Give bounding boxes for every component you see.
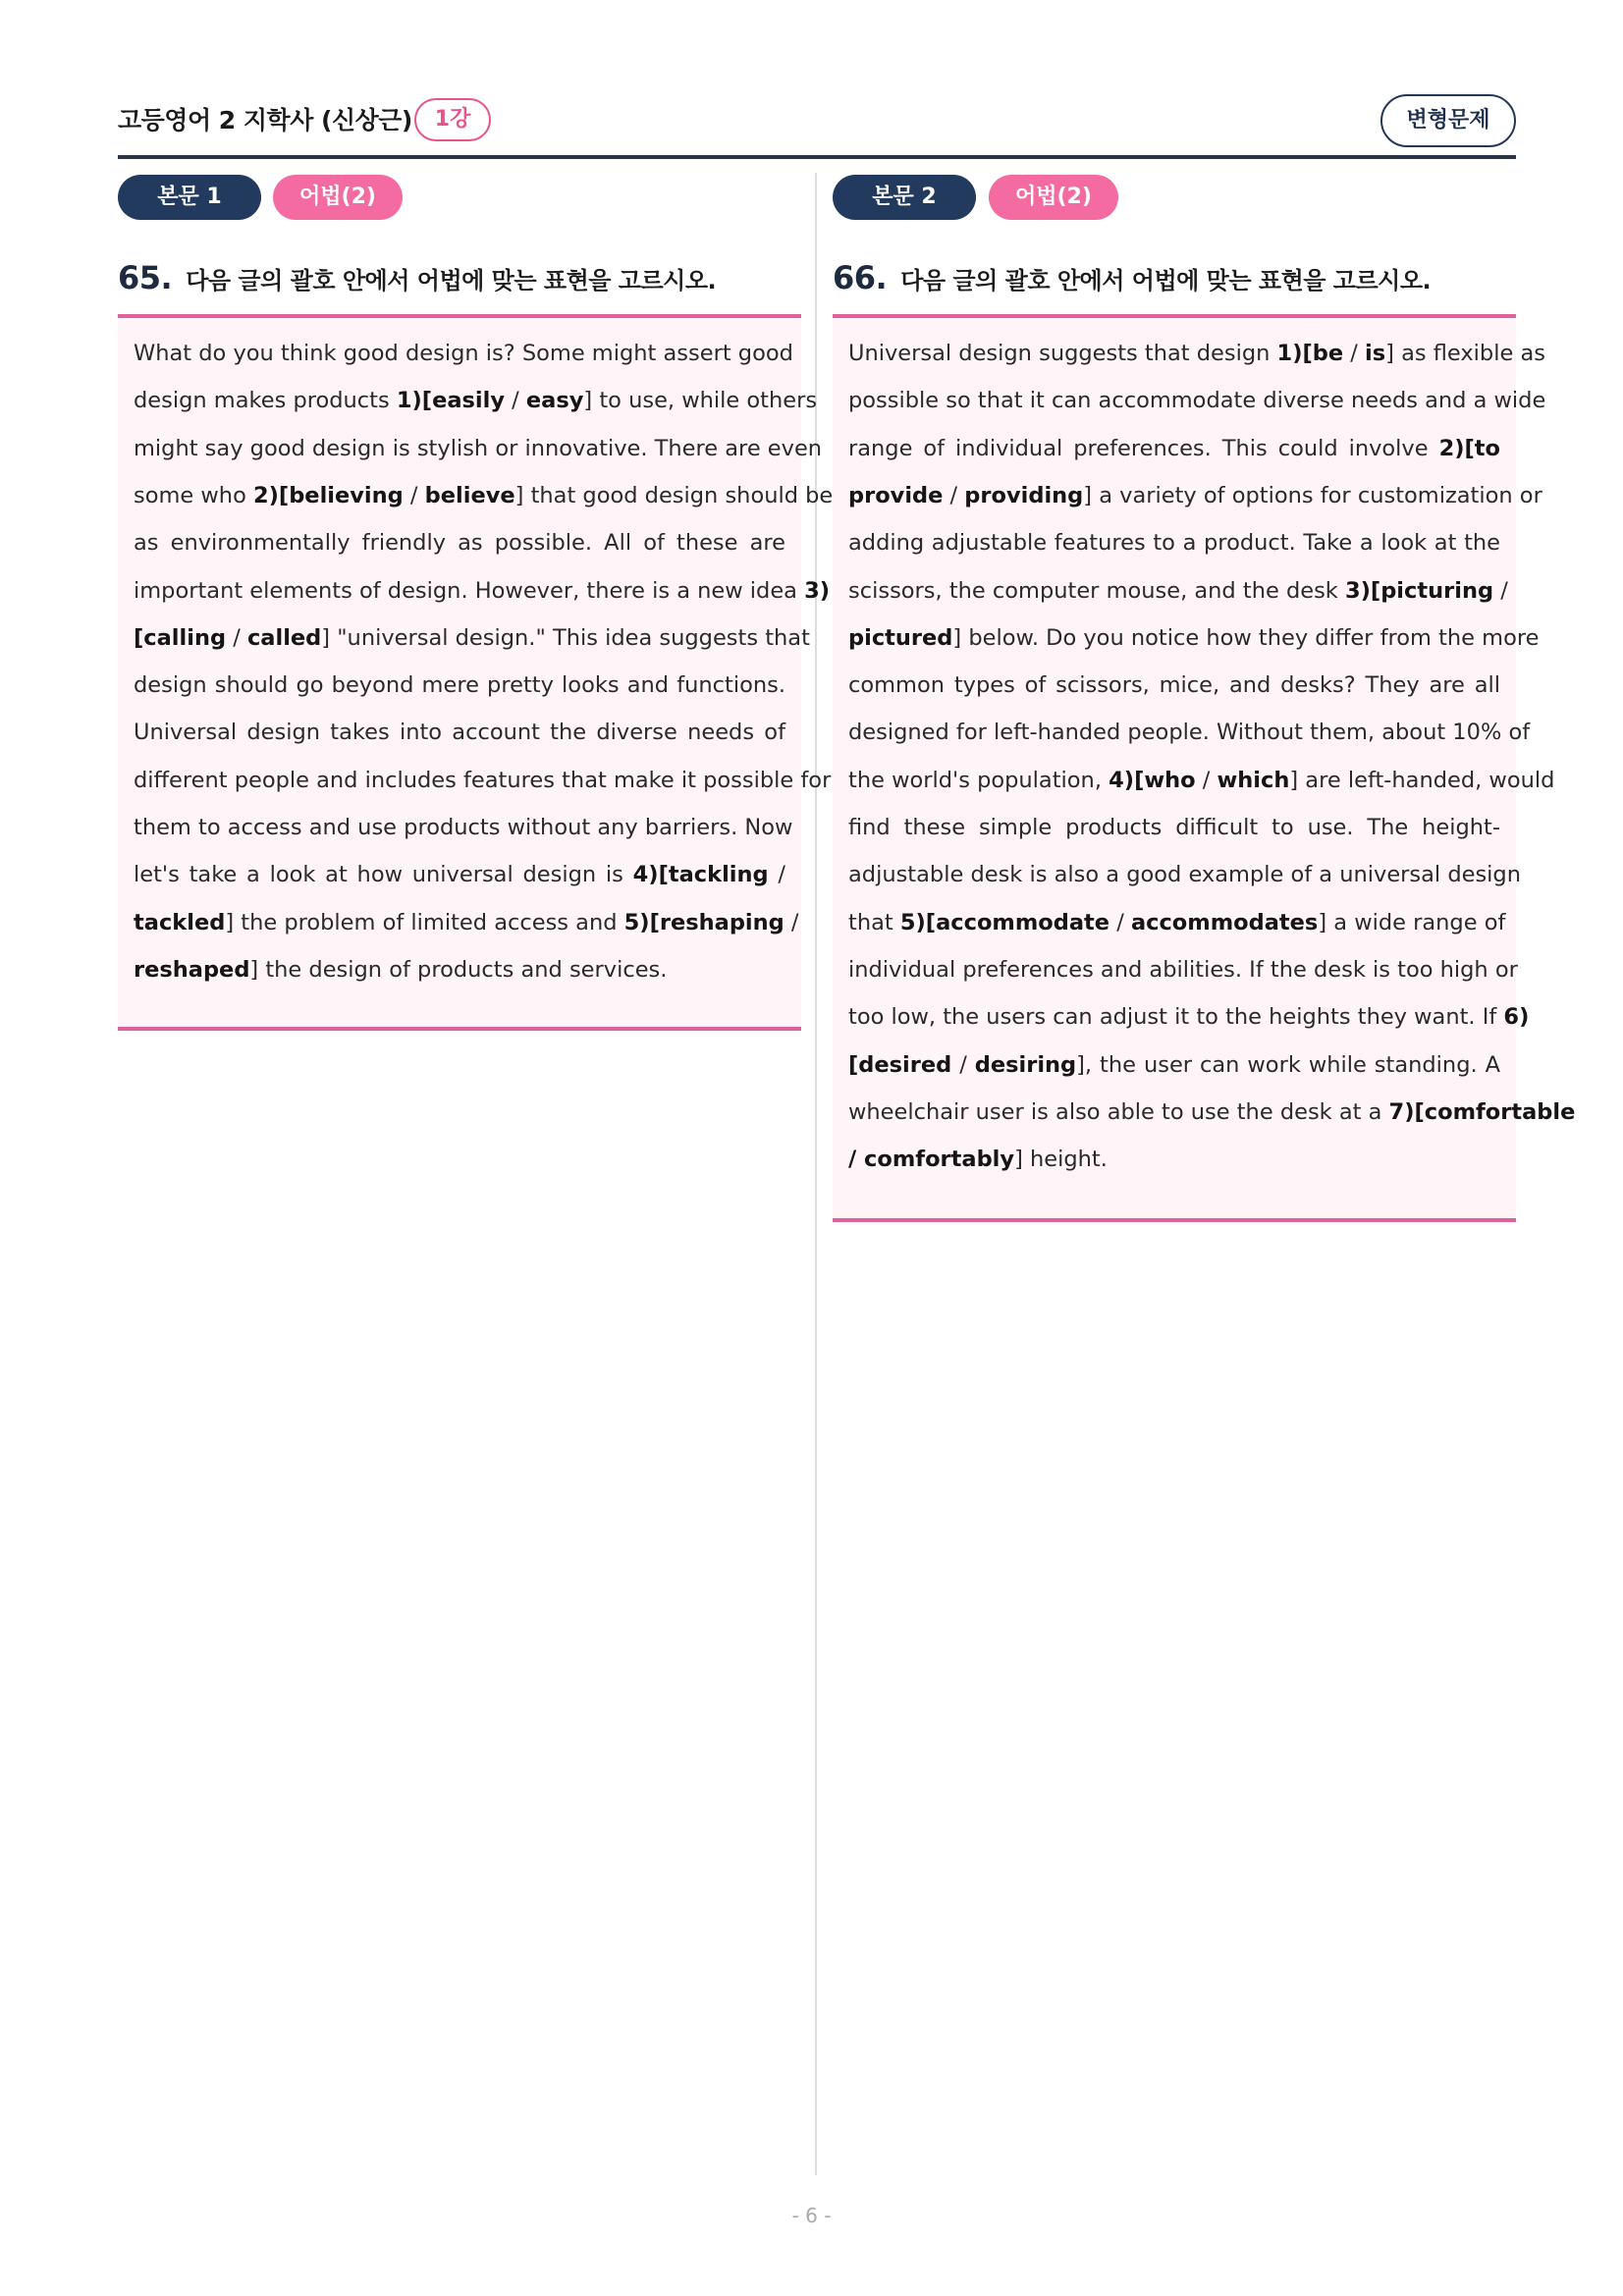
passage-line (848, 757, 1555, 804)
passage-text: / (505, 388, 526, 414)
answer-choice: 3)[picturing (1344, 577, 1494, 604)
passage-text: find these simple products difficult to use. The height- (848, 815, 1500, 840)
passage-text: wheelchair user is also able to use the desk at a (848, 1098, 1389, 1125)
passage-text: different people and includes features that make it possible for (134, 767, 832, 793)
passage-line (134, 377, 818, 424)
column-divider (815, 173, 817, 2175)
passage-text: possible so that it can accommodate diverse needs and a wide (848, 388, 1546, 414)
passage-box-65 (118, 314, 834, 1031)
passage-line (848, 1089, 1576, 1136)
passage-line (134, 567, 831, 614)
lesson-badge: 1강 (414, 98, 491, 141)
passage-text: designed for left-handed people. Without them, about 10% of (848, 720, 1531, 746)
passage-text: Universal design suggests that design (848, 341, 1277, 366)
passage-text: too low, the users can adjust it to the heights they want. If (848, 1004, 1504, 1031)
answer-choice: provide (848, 482, 944, 508)
question-number: 65. (118, 259, 173, 296)
answer-choice: accommodates (1130, 909, 1319, 935)
passage-text: might say good design is stylish or innovative. There are even (134, 435, 823, 461)
passage-line (848, 804, 1500, 851)
passage-text: ] the design of products and services. (249, 956, 668, 983)
passage-text: ] are left-handed, would (1289, 767, 1555, 793)
question-instruction: 다음 글의 괄호 안에서 어법에 맞는 표현을 고르시오. (900, 267, 1432, 294)
passage-line (848, 993, 1530, 1041)
passage-line (848, 472, 1542, 519)
question-number: 66. (833, 259, 888, 296)
passage-text: / (1493, 577, 1508, 604)
passage-text: ] to use, while others (583, 388, 818, 414)
passage-line (848, 425, 1500, 472)
passage-line (848, 851, 1521, 898)
passage-line (848, 662, 1500, 709)
category-tag-right: 어법(2) (989, 175, 1118, 220)
passage-text: as environmentally friendly as possible. All of these are (134, 530, 785, 557)
passage-line (134, 519, 785, 566)
answer-choice: which (1217, 767, 1290, 793)
passage-text: / (768, 862, 785, 888)
passage-text: ] the problem of limited access and (225, 909, 624, 935)
passage-box-66 (833, 314, 1576, 1222)
passage-text: the world's population, (848, 767, 1109, 793)
answer-choice: believe (424, 482, 515, 508)
answer-choice: desiring (974, 1051, 1077, 1078)
answer-choice: 7)[comfortable (1388, 1098, 1576, 1125)
answer-choice: providing (964, 482, 1084, 508)
passage-text: ] "universal design." This idea suggests that (321, 624, 810, 651)
answer-choice: 2)[to (1438, 435, 1500, 461)
answer-choice: 3) (804, 577, 831, 604)
passage-text: ] that good design should be (514, 482, 834, 508)
passage-line (134, 330, 793, 377)
answer-choice: pictured (848, 624, 953, 651)
passage-line (134, 614, 810, 662)
answer-choice: reshaped (134, 956, 250, 983)
passage-line (134, 662, 785, 709)
passage-text: / (403, 482, 425, 508)
passage-line (134, 899, 799, 946)
passage-text: design should go beyond mere pretty looks and functions. (134, 672, 785, 699)
question-heading-66 (833, 259, 1431, 296)
passage-text: / (784, 909, 799, 935)
passage-text: / (951, 1051, 975, 1078)
passage-text: individual preferences and abilities. If the desk is too high or (848, 956, 1518, 983)
passage-line (848, 567, 1508, 614)
answer-choice: / comfortably (848, 1147, 1015, 1173)
answer-choice: 5)[accommodate (899, 909, 1110, 935)
passage-line (848, 709, 1531, 756)
passage-text: some who (134, 482, 253, 508)
passage-text: let's take a look at how universal design is (134, 862, 633, 888)
answer-choice: 2)[believing (252, 482, 404, 508)
passage-line (848, 899, 1506, 946)
passage-line (848, 377, 1546, 424)
answer-choice: 1)[be (1276, 341, 1344, 366)
passage-line (134, 851, 785, 898)
document-title: 고등영어 2 지학사 (신상근) (118, 106, 412, 134)
passage-tag-left: 본문 1 (118, 175, 261, 220)
passage-text: Universal design takes into account the diverse needs of (134, 720, 785, 746)
answer-choice: 5)[reshaping (623, 909, 784, 935)
answer-choice: [calling (134, 624, 227, 651)
passage-line (848, 1136, 1500, 1183)
passage-text: / (226, 624, 247, 651)
answer-choice: tackled (134, 909, 226, 935)
passage-text: ], the user can work while standing. A (1076, 1051, 1500, 1078)
answer-choice: 4)[tackling (632, 862, 769, 888)
passage-line (134, 804, 793, 851)
passage-text: them to access and use products without any barriers. Now (134, 815, 793, 840)
answer-choice: easy (525, 388, 584, 414)
passage-text: adding adjustable features to a product. Take a look at the (848, 530, 1500, 557)
answer-choice: 6) (1503, 1004, 1530, 1031)
passage-text: important elements of design. However, there is a new idea (134, 577, 805, 604)
passage-line (848, 1041, 1500, 1089)
header-divider (118, 155, 1516, 159)
passage-line (848, 330, 1545, 377)
passage-text: common types of scissors, mice, and desks? They are all (848, 672, 1500, 699)
passage-text: design makes products (134, 388, 397, 414)
passage-text: / (1195, 767, 1217, 793)
answer-choice: is (1365, 341, 1386, 366)
passage-line (848, 946, 1518, 993)
question-instruction: 다음 글의 괄호 안에서 어법에 맞는 표현을 고르시오. (186, 267, 717, 294)
passage-text: that (848, 909, 900, 935)
page-number: - 6 - (791, 2204, 832, 2227)
passage-text: adjustable desk is also a good example of a universal design (848, 862, 1521, 888)
answer-choice: 1)[easily (396, 388, 506, 414)
question-heading-65 (118, 259, 716, 296)
passage-text: ] below. Do you notice how they differ from the more (952, 624, 1540, 651)
passage-line (134, 709, 785, 756)
answer-choice: [desired (848, 1051, 952, 1078)
category-tag-left: 어법(2) (273, 175, 403, 220)
question-type-badge: 변형문제 (1380, 94, 1516, 147)
passage-text: What do you think good design is? Some might assert good (134, 341, 793, 366)
passage-text: ] a wide range of (1318, 909, 1506, 935)
passage-line (134, 946, 785, 993)
passage-line (134, 425, 823, 472)
passage-tag-right: 본문 2 (833, 175, 976, 220)
passage-text: ] as flexible as (1385, 341, 1545, 366)
passage-text: range of individual preferences. This could involve (848, 435, 1439, 461)
passage-text: / (1109, 909, 1131, 935)
passage-text: ] a variety of options for customization or (1083, 482, 1542, 508)
passage-line (134, 472, 834, 519)
passage-text: / (1343, 341, 1366, 366)
answer-choice: 4)[who (1109, 767, 1196, 793)
passage-text: ] height. (1014, 1147, 1108, 1173)
passage-line (848, 614, 1540, 662)
passage-text: scissors, the computer mouse, and the desk (848, 577, 1345, 604)
passage-line (134, 757, 832, 804)
passage-text: / (943, 482, 965, 508)
passage-line (848, 519, 1500, 566)
answer-choice: called (246, 624, 322, 651)
